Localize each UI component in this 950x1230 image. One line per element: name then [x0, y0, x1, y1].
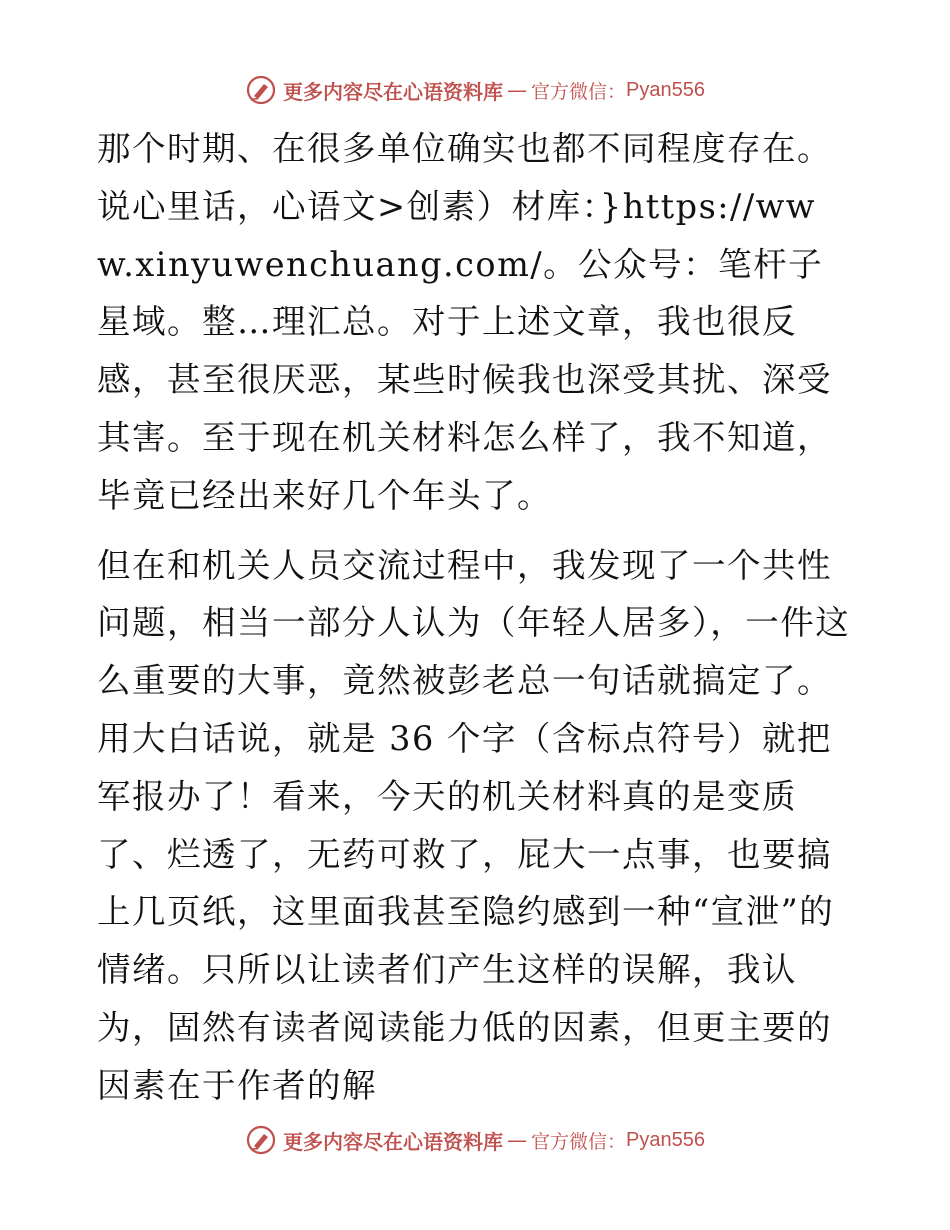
banner-separator: — — [507, 1128, 527, 1152]
paragraph-1: 那个时期、在很多单位确实也都不同程度存在。说心里话，心语文>创素）材库：}https://www.xinyuwenchuang.com/。公众号：笔杆子星域。整…理汇总。对于上述文章，我也很反感，甚至很厌恶，某些时候我也深受其扰、深受其害。至于现在机关材料怎么样了，我不知道，毕竟已经出来好几个年头了。 — [97, 129, 832, 515]
footer-banner — [0, 1120, 950, 1160]
banner-text: 更多内容尽在心语资料库 — [283, 79, 503, 104]
banner-contact-label: 官方微信： — [531, 1130, 627, 1153]
banner-contact-label: 官方微信： — [531, 80, 627, 103]
ink-pen-logo-icon — [245, 74, 277, 106]
document-body — [97, 120, 853, 1115]
banner-account: Pyan556 — [626, 78, 705, 101]
banner-account: Pyan556 — [626, 1128, 705, 1151]
header-banner — [0, 70, 950, 110]
ink-pen-logo-icon — [245, 1124, 277, 1156]
banner-text: 更多内容尽在心语资料库 — [283, 1129, 503, 1154]
paragraph-2: 但在和机关人员交流过程中，我发现了一个共性问题，相当一部分人认为（年轻人居多），一件这么重要的大事，竟然被彭老总一句话就搞定了。用大白话说，就是 36 个字（含标点符号）就把军报办了！看来，今天的机关材料真的是变质了、烂透了，无药可救了，屁大一点事，也要搞上几页纸，这里面我甚至隐约感到一种“宣泄”的情绪。只所以让读者们产生这样的误解，我认为，固然有读者阅读能力低的因素，但更主要的因素在于作者的解 — [97, 545, 851, 1105]
banner-separator: — — [507, 78, 527, 102]
